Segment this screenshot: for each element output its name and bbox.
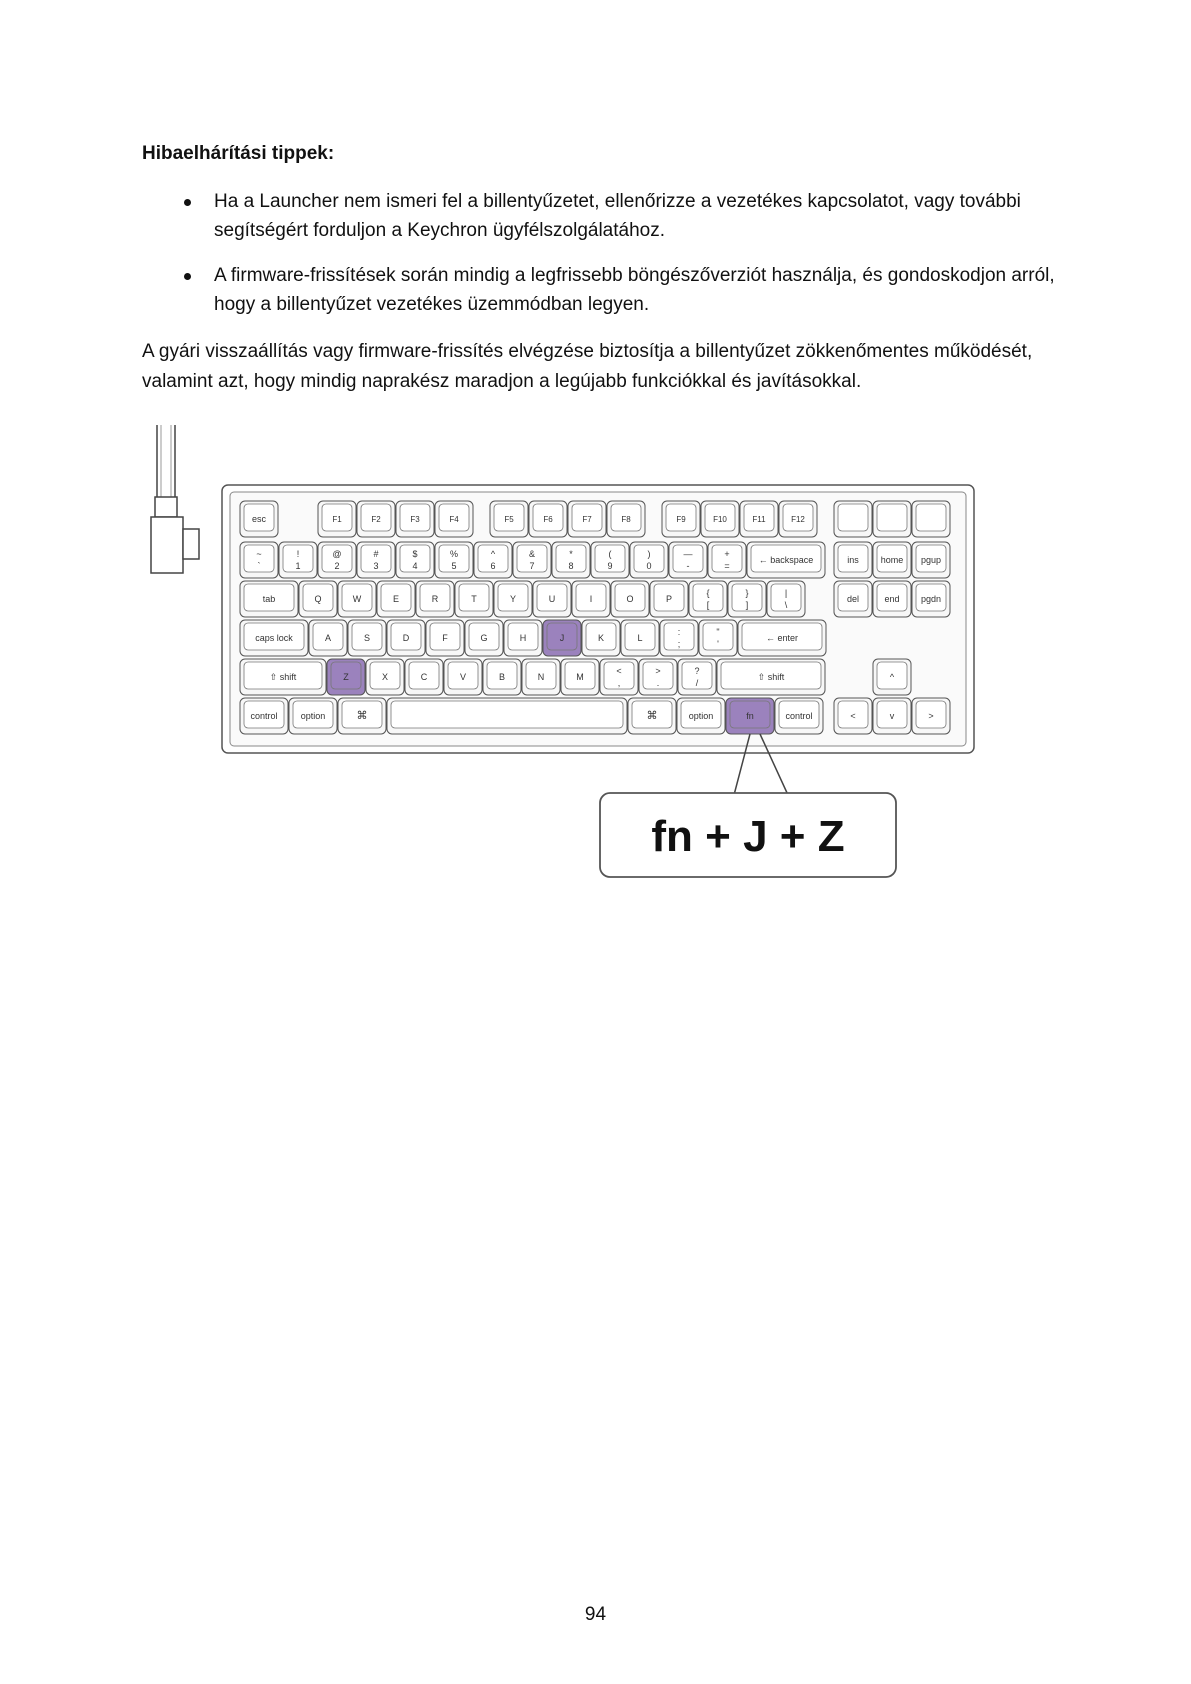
key-e bbox=[377, 581, 415, 617]
key-legend-bottom: 0 bbox=[646, 561, 652, 571]
key-legend: pgup bbox=[920, 555, 942, 565]
key-legend-bottom: - bbox=[686, 561, 690, 571]
key-legend: M bbox=[576, 672, 584, 682]
key-legend: R bbox=[431, 594, 439, 604]
key-legend: del bbox=[846, 594, 860, 604]
key-r bbox=[416, 581, 454, 617]
key-legend: caps lock bbox=[255, 633, 293, 643]
key-legend: F8 bbox=[621, 515, 631, 524]
key-num-4 bbox=[396, 542, 434, 578]
key-legend-bottom: 5 bbox=[451, 561, 457, 571]
key-fn bbox=[726, 698, 774, 734]
key-screenshot bbox=[834, 501, 872, 537]
key-num-11 bbox=[669, 542, 707, 578]
key-legend: X bbox=[381, 672, 389, 682]
key-legend-top: + bbox=[724, 549, 730, 559]
key-right-command bbox=[628, 698, 676, 734]
key-legend: C bbox=[420, 672, 428, 682]
key-legend-top: ! bbox=[296, 549, 300, 559]
summary-paragraph: A gyári visszaállítás vagy firmware-frissítés elvégzése biztosítja a billentyűzet zökkenőmentes működését, valamint azt, hogy mindig naprakész maradjon a legújabb funkciókkal és javításokkal. bbox=[142, 341, 1033, 392]
key-num-12 bbox=[708, 542, 746, 578]
key-f11 bbox=[740, 501, 778, 537]
key-legend: pgdn bbox=[920, 594, 942, 604]
key-legend-top: " bbox=[716, 627, 720, 637]
key-legend: end bbox=[884, 594, 900, 604]
key-legend-top: ~ bbox=[256, 549, 262, 559]
key-j bbox=[543, 620, 581, 656]
key-legend-bottom: [ bbox=[706, 600, 710, 610]
key-legend-bottom: 8 bbox=[568, 561, 574, 571]
key-legend: Q bbox=[314, 594, 322, 604]
key-right-control bbox=[775, 698, 823, 734]
key-i bbox=[572, 581, 610, 617]
key-legend: I bbox=[589, 594, 593, 604]
key-punct-0 bbox=[660, 620, 698, 656]
key-legend: ⌘ bbox=[356, 710, 368, 722]
keyboard-diagram bbox=[150, 425, 1050, 945]
key-right-shift bbox=[717, 659, 825, 695]
key-backlight bbox=[912, 501, 950, 537]
key-f4 bbox=[435, 501, 473, 537]
key-legend-top: | bbox=[784, 588, 788, 598]
key-del bbox=[834, 581, 872, 617]
key-legend-top: ) bbox=[647, 549, 651, 559]
key-legend-top: $ bbox=[412, 549, 418, 559]
key-h bbox=[504, 620, 542, 656]
key-legend: control bbox=[785, 711, 813, 721]
key-legend: > bbox=[928, 711, 934, 721]
key-legend: control bbox=[250, 711, 278, 721]
key-legend: K bbox=[597, 633, 605, 643]
keyboard-figure bbox=[150, 425, 1050, 945]
key-legend-bottom: 4 bbox=[412, 561, 418, 571]
key-k bbox=[582, 620, 620, 656]
key-legend: ⇧ shift bbox=[269, 672, 297, 682]
usb-plug bbox=[151, 517, 183, 573]
key-l bbox=[621, 620, 659, 656]
key-num-2 bbox=[318, 542, 356, 578]
key-num-0 bbox=[240, 542, 278, 578]
key-legend: A bbox=[324, 633, 332, 643]
key-legend-bottom: / bbox=[695, 678, 699, 688]
key-legend: option bbox=[688, 711, 714, 721]
key-caps-lock bbox=[240, 620, 308, 656]
key-legend: P bbox=[665, 594, 673, 604]
key-left-shift bbox=[240, 659, 326, 695]
bullet-dot bbox=[184, 199, 191, 206]
key-legend: ⇧ shift bbox=[757, 672, 785, 682]
key-bracket-0 bbox=[689, 581, 727, 617]
key-left-control bbox=[240, 698, 288, 734]
key-num-3 bbox=[357, 542, 395, 578]
key-legend: F3 bbox=[410, 515, 420, 524]
key-legend: ← enter bbox=[765, 633, 799, 643]
key-legend-top: ( bbox=[608, 549, 612, 559]
key-a bbox=[309, 620, 347, 656]
key-legend-top: % bbox=[449, 549, 459, 559]
key-g bbox=[465, 620, 503, 656]
key-legend: home bbox=[880, 555, 904, 565]
page-number: 94 bbox=[584, 1604, 607, 1625]
key-n bbox=[522, 659, 560, 695]
key-bracket-2 bbox=[767, 581, 805, 617]
key-bottom-punct-0 bbox=[600, 659, 638, 695]
key-pgup bbox=[912, 542, 950, 578]
key-f12 bbox=[779, 501, 817, 537]
key-num-6 bbox=[474, 542, 512, 578]
key-legend: U bbox=[548, 594, 556, 604]
key-legend-top: ? bbox=[694, 666, 700, 676]
key-s bbox=[348, 620, 386, 656]
key-arrow-right bbox=[912, 698, 950, 734]
key-legend-bottom: 1 bbox=[295, 561, 301, 571]
key-right-option bbox=[677, 698, 725, 734]
key-legend-bottom: 9 bbox=[607, 561, 613, 571]
key-legend-bottom: 6 bbox=[490, 561, 496, 571]
key-legend: F11 bbox=[752, 515, 766, 524]
key-legend: ⌘ bbox=[646, 710, 658, 722]
key-tab bbox=[240, 581, 298, 617]
key-bracket-1 bbox=[728, 581, 766, 617]
key-pgdn bbox=[912, 581, 950, 617]
key-end bbox=[873, 581, 911, 617]
key-mic bbox=[873, 501, 911, 537]
key-legend-bottom: 7 bbox=[529, 561, 535, 571]
key-q bbox=[299, 581, 337, 617]
key-legend-top: * bbox=[569, 549, 573, 559]
key-legend-top: } bbox=[745, 588, 749, 598]
key-f6 bbox=[529, 501, 567, 537]
key-v bbox=[444, 659, 482, 695]
key-enter bbox=[738, 620, 826, 656]
key-d bbox=[387, 620, 425, 656]
key-p bbox=[650, 581, 688, 617]
key-z bbox=[327, 659, 365, 695]
key-num-8 bbox=[552, 542, 590, 578]
key-bottom-punct-1 bbox=[639, 659, 677, 695]
key-legend: F9 bbox=[676, 515, 686, 524]
key-legend-bottom: \ bbox=[784, 600, 788, 610]
key-arrow-left bbox=[834, 698, 872, 734]
combo-label: fn + J + Z bbox=[651, 812, 845, 861]
usb-plug-tip bbox=[183, 529, 199, 559]
key-legend: ins bbox=[847, 555, 859, 565]
key-legend: v bbox=[889, 711, 895, 721]
key-legend-top: { bbox=[706, 588, 710, 598]
key-punct-1 bbox=[699, 620, 737, 656]
key-legend: O bbox=[626, 594, 634, 604]
key-u bbox=[533, 581, 571, 617]
key-legend: F6 bbox=[543, 515, 553, 524]
key-legend: Z bbox=[343, 672, 349, 682]
key-legend-top: — bbox=[683, 549, 693, 559]
key-arrow-down bbox=[873, 698, 911, 734]
key-b bbox=[483, 659, 521, 695]
key-legend-bottom: = bbox=[724, 561, 730, 571]
key-legend: esc bbox=[251, 514, 267, 524]
key-f8 bbox=[607, 501, 645, 537]
key-o bbox=[611, 581, 649, 617]
key-f10 bbox=[701, 501, 739, 537]
key-legend-top: @ bbox=[332, 549, 342, 559]
key-legend: J bbox=[559, 633, 565, 643]
key-f3 bbox=[396, 501, 434, 537]
key-legend-bottom: 3 bbox=[373, 561, 379, 571]
key-legend: tab bbox=[262, 594, 276, 604]
key-legend: option bbox=[300, 711, 326, 721]
key-legend: Y bbox=[509, 594, 517, 604]
bullet-dot bbox=[184, 273, 191, 280]
key-legend: ^ bbox=[889, 672, 895, 682]
key-num-7 bbox=[513, 542, 551, 578]
key-f9 bbox=[662, 501, 700, 537]
list-item bbox=[142, 187, 1062, 245]
key-ins bbox=[834, 542, 872, 578]
key-legend: H bbox=[519, 633, 527, 643]
key-legend: B bbox=[498, 672, 506, 682]
tip-text: Ha a Launcher nem ismeri fel a billentyűzetet, ellenőrizze a vezetékes kapcsolatot, vagy további segítségért forduljon a Keychron ügyfélszolgálatához. bbox=[214, 191, 1021, 241]
key-legend: E bbox=[392, 594, 400, 604]
key-legend: G bbox=[480, 633, 488, 643]
key-left-option bbox=[289, 698, 337, 734]
key-legend-top: > bbox=[655, 666, 661, 676]
key-x bbox=[366, 659, 404, 695]
list-item bbox=[142, 261, 1062, 319]
key-home bbox=[873, 542, 911, 578]
key-f2 bbox=[357, 501, 395, 537]
key-legend: F7 bbox=[582, 515, 592, 524]
key-esc bbox=[240, 501, 278, 537]
key-top bbox=[916, 504, 946, 531]
key-m bbox=[561, 659, 599, 695]
key-legend: F1 bbox=[332, 515, 342, 524]
key-legend-bottom: ] bbox=[745, 600, 749, 610]
key-num-9 bbox=[591, 542, 629, 578]
key-legend-bottom: . bbox=[656, 678, 660, 688]
key-legend: ← backspace bbox=[758, 555, 814, 565]
tips-list bbox=[142, 187, 1062, 335]
key-num-5 bbox=[435, 542, 473, 578]
key-legend-bottom: 2 bbox=[334, 561, 340, 571]
key-num-10 bbox=[630, 542, 668, 578]
key-legend: D bbox=[402, 633, 410, 643]
tip-text: A firmware-frissítések során mindig a legfrissebb böngészőverziót használja, és gondoskodjon arról, hogy a billentyűzet vezetékes üzemmódban legyen. bbox=[214, 265, 1055, 315]
key-legend-top: & bbox=[528, 549, 536, 559]
key-num-1 bbox=[279, 542, 317, 578]
key-legend: < bbox=[850, 711, 856, 721]
key-top bbox=[838, 504, 868, 531]
key-legend: F10 bbox=[713, 515, 727, 524]
key-top bbox=[877, 504, 907, 531]
key-legend: T bbox=[471, 594, 477, 604]
key-legend: F2 bbox=[371, 515, 381, 524]
key-arrow-up bbox=[873, 659, 911, 695]
key-legend: F12 bbox=[791, 515, 805, 524]
key-top bbox=[391, 701, 623, 728]
key-f7 bbox=[568, 501, 606, 537]
key-legend: S bbox=[363, 633, 371, 643]
key-c bbox=[405, 659, 443, 695]
usb-collar bbox=[155, 497, 177, 517]
key-w bbox=[338, 581, 376, 617]
key-backspace bbox=[747, 542, 825, 578]
usb-cable-core bbox=[161, 425, 171, 498]
key-legend: L bbox=[637, 633, 643, 643]
key-legend: V bbox=[459, 672, 467, 682]
key-legend-top: # bbox=[373, 549, 379, 559]
key-legend-bottom: , bbox=[617, 678, 621, 688]
key-legend: W bbox=[352, 594, 362, 604]
key-legend-top: : bbox=[677, 627, 681, 637]
heading: Hibaelhárítási tippek: bbox=[142, 143, 335, 164]
key-t bbox=[455, 581, 493, 617]
key-f1 bbox=[318, 501, 356, 537]
key-legend-top: ^ bbox=[490, 549, 496, 559]
key-f5 bbox=[490, 501, 528, 537]
key-legend: F bbox=[442, 633, 448, 643]
key-left-command bbox=[338, 698, 386, 734]
key-legend: F5 bbox=[504, 515, 514, 524]
key-legend-bottom: ' bbox=[717, 639, 719, 649]
key-legend: fn bbox=[746, 711, 754, 721]
key-y bbox=[494, 581, 532, 617]
key-legend-bottom: ` bbox=[257, 561, 261, 571]
key-bottom-punct-2 bbox=[678, 659, 716, 695]
key-legend: N bbox=[537, 672, 545, 682]
key-legend: F4 bbox=[449, 515, 459, 524]
key-spacebar bbox=[387, 698, 627, 734]
key-f bbox=[426, 620, 464, 656]
key-legend-top: < bbox=[616, 666, 622, 676]
key-legend-bottom: ; bbox=[677, 639, 681, 649]
